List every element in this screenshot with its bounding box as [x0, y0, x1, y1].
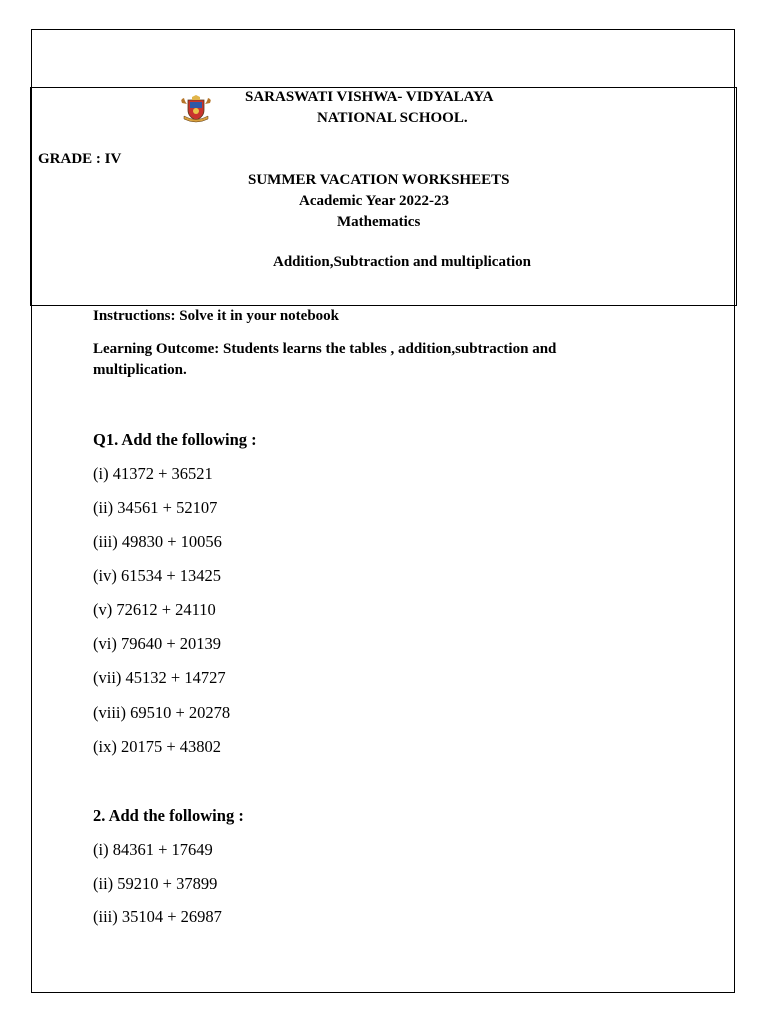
topic: Addition,Subtraction and multiplication [273, 254, 531, 270]
q1-item: (v) 72612 + 24110 [93, 600, 216, 619]
learning-outcome-line1: Learning Outcome: Students learns the tables , addition,subtraction and [93, 341, 557, 357]
instructions: Instructions: Solve it in your notebook [93, 308, 340, 324]
school-crest-logo [178, 95, 214, 123]
q2-item: (i) 84361 + 17649 [93, 840, 213, 859]
q1-item: (ix) 20175 + 43802 [93, 737, 222, 756]
q1-item: (iv) 61534 + 13425 [93, 566, 222, 585]
q2-item: (ii) 59210 + 37899 [93, 874, 218, 893]
grade-label: GRADE : IV [38, 151, 122, 167]
learning-outcome-line2: multiplication. [93, 362, 187, 378]
q1-item: (iii) 49830 + 10056 [93, 532, 222, 551]
worksheet-title: SUMMER VACATION WORKSHEETS [248, 172, 510, 188]
q2-item: (iii) 35104 + 26987 [93, 907, 222, 926]
q1-item: (vii) 45132 + 14727 [93, 668, 226, 687]
academic-year: Academic Year 2022-23 [299, 193, 449, 209]
q2-title: 2. Add the following : [93, 806, 244, 825]
q1-item: (ii) 34561 + 52107 [93, 498, 218, 517]
school-subtitle: NATIONAL SCHOOL. [317, 110, 468, 126]
subject: Mathematics [337, 214, 421, 230]
q1-item: (i) 41372 + 36521 [93, 464, 213, 483]
q1-item: (viii) 69510 + 20278 [93, 703, 231, 722]
q1-title: Q1. Add the following : [93, 430, 257, 449]
q1-item: (vi) 79640 + 20139 [93, 634, 222, 653]
school-name: SARASWATI VISHWA- VIDYALAYA [245, 89, 494, 105]
